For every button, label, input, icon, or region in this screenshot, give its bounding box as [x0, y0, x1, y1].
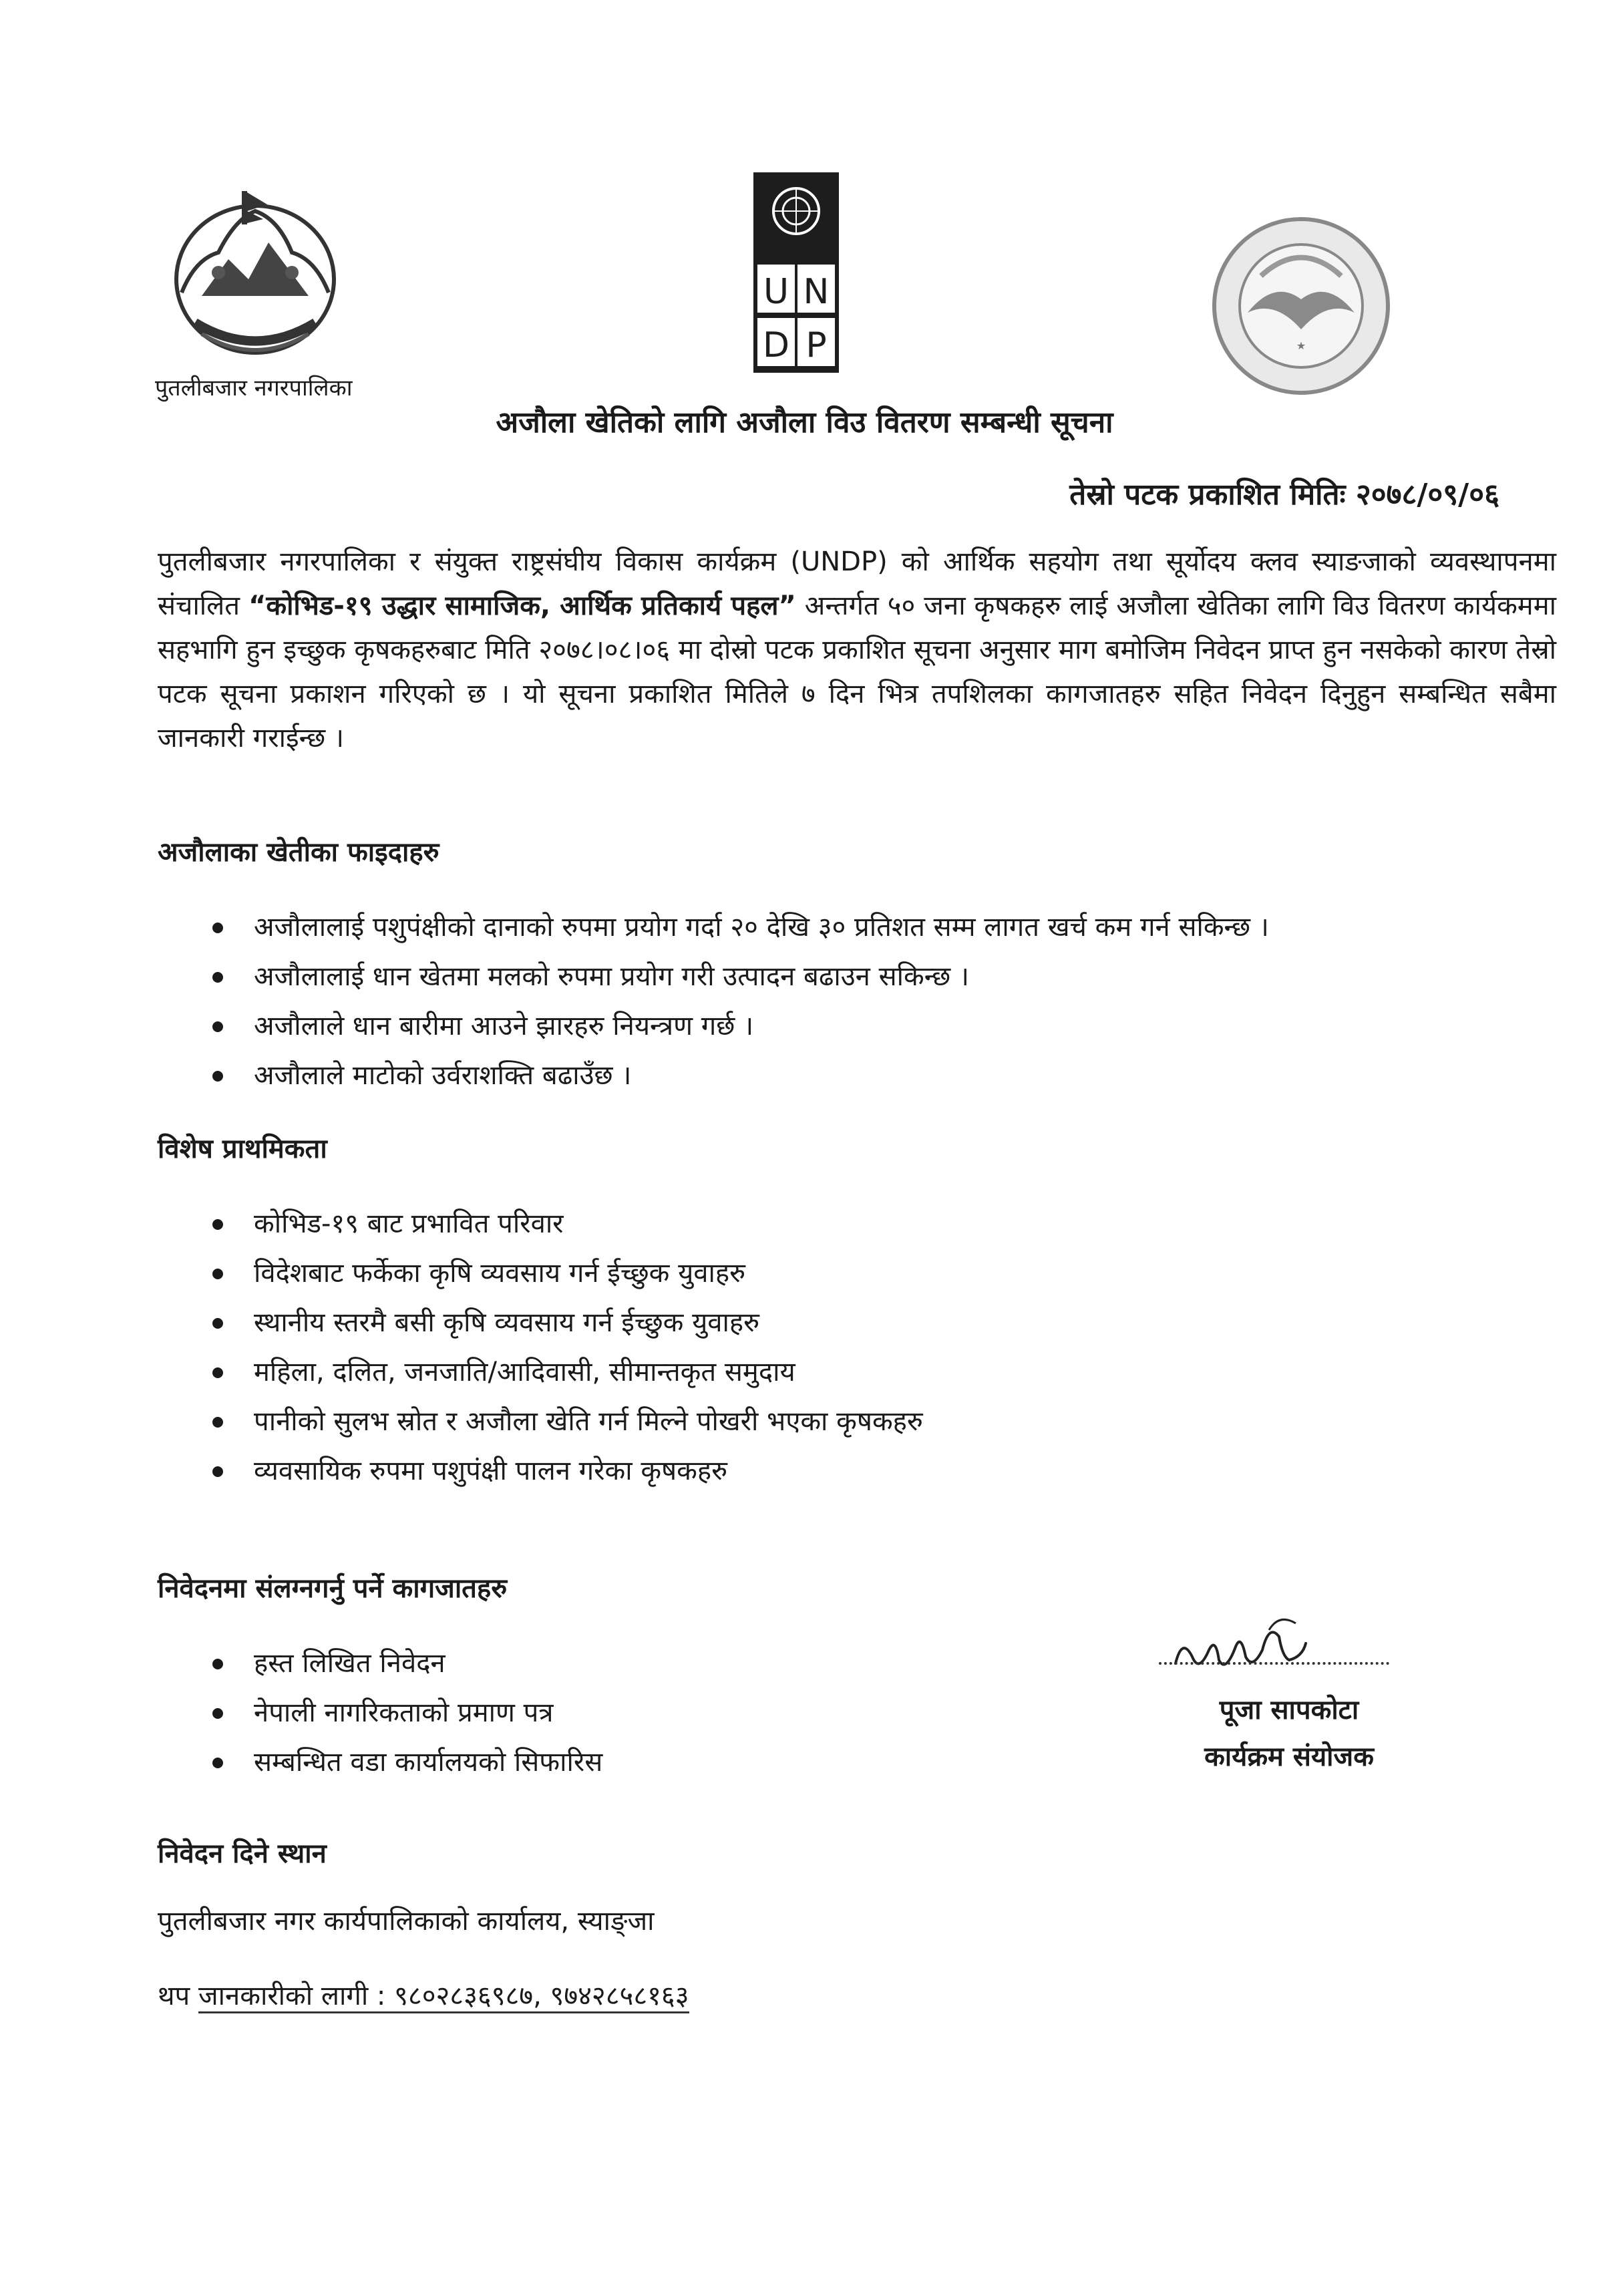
bullet-icon — [212, 972, 223, 983]
municipality-caption: पुतलीबजार नगरपालिका — [155, 375, 353, 401]
undp-letter: N — [803, 272, 830, 312]
list-item-text: नेपाली नागरिकताको प्रमाण पत्र — [254, 1697, 554, 1728]
bullet-icon — [212, 923, 223, 933]
undp-letter: P — [806, 325, 827, 365]
documents-list — [212, 1643, 602, 1792]
venue-heading: निवेदन दिने स्थान — [158, 1838, 327, 1869]
list-item — [212, 1055, 1269, 1105]
list-item — [212, 907, 1269, 957]
bullet-icon — [212, 1318, 223, 1329]
benefits-heading: अजौलाका खेतीका फाइदाहरु — [158, 837, 439, 868]
suryodaya-club-seal — [1208, 212, 1395, 399]
list-item-text: हस्त लिखित निवेदन — [254, 1648, 445, 1679]
bullet-icon — [212, 1417, 223, 1428]
list-item — [212, 1204, 923, 1253]
nepal-emblem-logo — [155, 179, 355, 366]
list-item — [212, 1303, 923, 1352]
contact-info — [158, 1976, 689, 2013]
intro-text: पुतलीबजार नगरपालिका र संयुक्त राष्ट्रसंघीय विकास कार्यक्रम (UNDP) को आर्थिक सहयोग तथा सूर्योदय क्लव स्याङजाको व्यवस्थापनमा संचालित — [158, 546, 1556, 621]
list-item — [212, 1402, 923, 1451]
bullet-icon — [212, 1367, 223, 1378]
list-item-text: महिला, दलित, जनजाति/आदिवासी, सीमान्तकृत समुदाय — [254, 1357, 795, 1387]
benefits-list — [212, 907, 1269, 1105]
signature-line — [1159, 1662, 1389, 1665]
bullet-icon — [212, 1758, 223, 1768]
list-item-text: स्थानीय स्तरमै बसी कृषि व्यवसाय गर्न ईच्छुक युवाहरु — [254, 1307, 760, 1338]
contact-label: थप — [158, 1981, 198, 2011]
intro-paragraph — [158, 540, 1556, 760]
svg-text:★: ★ — [1296, 339, 1306, 352]
list-item — [212, 1006, 1269, 1055]
list-item-text: अजौलाले धान बारीमा आउने झारहरु नियन्त्रण गर्छ । — [254, 1011, 754, 1041]
documents-heading: निवेदनमा संलग्नगर्नु पर्ने कागजातहरु — [158, 1573, 508, 1604]
bullet-icon — [212, 1219, 223, 1230]
list-item-text: अजौलालाई धान खेतमा मलको रुपमा प्रयोग गरी उत्पादन बढाउन सकिन्छ । — [254, 961, 970, 992]
list-item-text: सम्बन्धित वडा कार्यालयको सिफारिस — [254, 1747, 603, 1778]
list-item — [212, 1643, 602, 1693]
list-item-text: अजौलालाई पशुपंक्षीको दानाको रुपमा प्रयोग गर्दा २० देखि ३० प्रतिशत सम्म लागत खर्च कम गर्न सकिन्छ । — [254, 912, 1269, 943]
list-item-text: कोभिड-१९ बाट प्रभावित परिवार — [254, 1208, 564, 1239]
intro-text-continued: अन्तर्गत ५० जना कृषकहरु लाई अजौला खेतिका लागि विउ वितरण कार्यकममा सहभागि हुन इच्छुक कृषकहरुबाट मिति २०७८।०८।०६ मा दोस्रो पटक प्रकाशित सूचना अनुसार माग बमोजिम निवेदन प्राप्त हुन नसकेको कारण तेस्रो पटक सूचना प्रकाशन गरिएको छ । यो सूचना प्रकाशित मितिले ७ दिन भित्र तपशिलका कागजातहरु सहित निवेदन दिनुहुन सम्बन्धित सबैमा जानकारी गराईन्छ । — [158, 591, 1557, 754]
bullet-icon — [212, 1466, 223, 1477]
bullet-icon — [212, 1021, 223, 1032]
program-name: “कोभिड-१९ उद्धार सामाजिक, आर्थिक प्रतिकार्य पहल” — [248, 591, 796, 621]
priority-heading: विशेष प्राथमिकता — [158, 1134, 327, 1164]
undp-letter: D — [762, 325, 790, 365]
bullet-icon — [212, 1071, 223, 1082]
venue-address: पुतलीबजार नगर कार्यपालिकाको कार्यालय, स्याङ्जा — [158, 1906, 655, 1937]
list-item — [212, 1352, 923, 1402]
list-item — [212, 1451, 923, 1500]
list-item — [212, 1253, 923, 1303]
undp-logo — [753, 172, 839, 373]
notice-title: अजौला खेतिको लागि अजौला विउ वितरण सम्बन्धी सूचना — [496, 405, 1113, 440]
list-item-text: व्यवसायिक रुपमा पशुपंक्षी पालन गरेका कृषकहरु — [254, 1456, 728, 1486]
bullet-icon — [212, 1708, 223, 1719]
publish-date: तेस्रो पटक प्रकाशित मितिः २०७८/०९/०६ — [1069, 478, 1499, 512]
list-item-text: अजौलाले माटोको उर्वराशक्ति बढाउँछ । — [254, 1060, 632, 1091]
signatory-name: पूजा सापकोटा — [1219, 1695, 1359, 1726]
bullet-icon — [212, 1269, 223, 1279]
contact-phone-numbers: जानकारीको लागी : ९८०२८३६९८७, ९७४२८५८१६३ — [198, 1981, 689, 2013]
list-item — [212, 957, 1269, 1006]
undp-letter: U — [763, 272, 789, 312]
list-item — [212, 1693, 602, 1742]
signatory-title: कार्यक्रम संयोजक — [1204, 1742, 1374, 1772]
handwritten-signature — [1162, 1610, 1403, 1683]
list-item-text: विदेशबाट फर्केका कृषि व्यवसाय गर्न ईच्छुक युवाहरु — [254, 1258, 746, 1289]
list-item-text: पानीको सुलभ स्रोत र अजौला खेति गर्न मिल्ने पोखरी भएका कृषकहरु — [254, 1406, 923, 1437]
priority-list — [212, 1204, 923, 1500]
bullet-icon — [212, 1659, 223, 1669]
list-item — [212, 1742, 602, 1792]
